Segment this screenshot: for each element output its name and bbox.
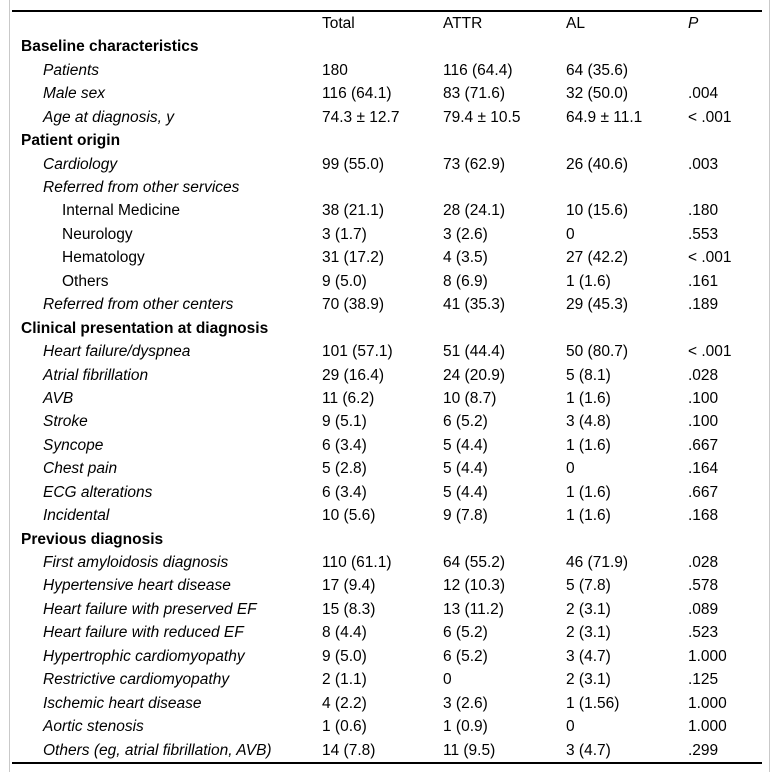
cell-attr: 24 (20.9) xyxy=(443,366,506,384)
cell-al: 2 (3.1) xyxy=(566,671,611,689)
cell-p: .164 xyxy=(688,460,719,478)
table-row xyxy=(12,481,762,504)
row-label: Baseline characteristics xyxy=(21,38,199,56)
cell-p: < .001 xyxy=(688,249,732,267)
data-table xyxy=(12,10,762,764)
cell-al: 2 (3.1) xyxy=(566,600,611,618)
row-label: Others (eg, atrial fibrillation, AVB) xyxy=(43,741,272,759)
cell-al: 64.9 ± 11.1 xyxy=(566,108,643,126)
header-total: Total xyxy=(322,14,355,32)
cell-p: .028 xyxy=(688,554,719,572)
row-label: ECG alterations xyxy=(43,483,153,501)
table-row xyxy=(12,621,762,644)
table-row xyxy=(12,82,762,105)
cell-p: .523 xyxy=(688,624,719,642)
table-row xyxy=(12,129,762,152)
row-label: First amyloidosis diagnosis xyxy=(43,554,229,572)
row-label: Clinical presentation at diagnosis xyxy=(21,319,269,337)
row-label: Previous diagnosis xyxy=(21,530,164,548)
cell-p: .578 xyxy=(688,577,719,595)
table-row xyxy=(12,293,762,316)
table-row xyxy=(12,270,762,293)
cell-al: 0 xyxy=(566,718,575,736)
cell-p: .299 xyxy=(688,741,719,759)
row-label: Male sex xyxy=(43,85,106,103)
header-p: P xyxy=(688,14,699,32)
cell-attr: 116 (64.4) xyxy=(443,61,513,79)
cell-attr: 6 (5.2) xyxy=(443,413,488,431)
cell-p: .125 xyxy=(688,671,719,689)
cell-p: 1.000 xyxy=(688,694,727,712)
cell-total: 9 (5.0) xyxy=(322,272,367,290)
table-row xyxy=(12,317,762,340)
cell-attr: 12 (10.3) xyxy=(443,577,506,595)
cell-attr: 6 (5.2) xyxy=(443,647,488,665)
cell-al: 29 (45.3) xyxy=(566,296,629,314)
cell-attr: 41 (35.3) xyxy=(443,296,506,314)
row-label: Others xyxy=(62,272,109,290)
table-row xyxy=(12,153,762,176)
cell-p: 1.000 xyxy=(688,647,727,665)
cell-al: 3 (4.7) xyxy=(566,741,611,759)
cell-p: .189 xyxy=(688,296,719,314)
cell-al: 3 (4.7) xyxy=(566,647,611,665)
row-label: Patient origin xyxy=(21,132,121,150)
cell-al: 32 (50.0) xyxy=(566,85,629,103)
cell-attr: 8 (6.9) xyxy=(443,272,488,290)
cell-attr: 83 (71.6) xyxy=(443,85,506,103)
cell-total: 8 (4.4) xyxy=(322,624,367,642)
row-label: Heart failure with preserved EF xyxy=(43,600,257,618)
cell-attr: 79.4 ± 10.5 xyxy=(443,108,521,126)
cell-attr: 10 (8.7) xyxy=(443,389,497,407)
cell-attr: 5 (4.4) xyxy=(443,436,488,454)
table-row xyxy=(12,434,762,457)
table-row xyxy=(12,387,762,410)
cell-al: 1 (1.6) xyxy=(566,483,611,501)
cell-p: .667 xyxy=(688,483,719,501)
cell-al: 50 (80.7) xyxy=(566,343,629,361)
cell-p: .089 xyxy=(688,600,719,618)
cell-total: 110 (61.1) xyxy=(322,554,392,572)
table-row xyxy=(12,739,762,762)
row-label: Patients xyxy=(43,61,100,79)
cell-total: 38 (21.1) xyxy=(322,202,385,220)
row-label: Heart failure with reduced EF xyxy=(43,624,244,642)
cell-p: .100 xyxy=(688,413,719,431)
cell-total: 70 (38.9) xyxy=(322,296,385,314)
cell-attr: 5 (4.4) xyxy=(443,460,488,478)
cell-p: .667 xyxy=(688,436,719,454)
cell-al: 0 xyxy=(566,225,575,243)
row-label: Cardiology xyxy=(43,155,118,173)
cell-total: 6 (3.4) xyxy=(322,436,367,454)
row-label: Stroke xyxy=(43,413,88,431)
cell-total: 17 (9.4) xyxy=(322,577,376,595)
table-row xyxy=(12,575,762,598)
table-row xyxy=(12,692,762,715)
cell-al: 1 (1.6) xyxy=(566,272,611,290)
cell-total: 11 (6.2) xyxy=(322,389,375,407)
row-label: Syncope xyxy=(43,436,104,454)
table-row xyxy=(12,504,762,527)
cell-total: 5 (2.8) xyxy=(322,460,367,478)
cell-al: 3 (4.8) xyxy=(566,413,611,431)
cell-attr: 11 (9.5) xyxy=(443,741,496,759)
table-row xyxy=(12,715,762,738)
cell-p: .168 xyxy=(688,507,719,525)
table-row xyxy=(12,528,762,551)
cell-p: .004 xyxy=(688,85,719,103)
cell-p: .003 xyxy=(688,155,719,173)
cell-attr: 9 (7.8) xyxy=(443,507,488,525)
cell-total: 15 (8.3) xyxy=(322,600,376,618)
table-row xyxy=(12,246,762,269)
cell-al: 2 (3.1) xyxy=(566,624,611,642)
cell-attr: 64 (55.2) xyxy=(443,554,506,572)
row-label: AVB xyxy=(43,389,74,407)
cell-attr: 51 (44.4) xyxy=(443,343,506,361)
cell-al: 5 (7.8) xyxy=(566,577,611,595)
cell-total: 74.3 ± 12.7 xyxy=(322,108,400,126)
table-row xyxy=(12,106,762,129)
header-attr: ATTR xyxy=(443,14,483,32)
table-row xyxy=(12,35,762,58)
cell-p: < .001 xyxy=(688,343,732,361)
cell-al: 46 (71.9) xyxy=(566,554,629,572)
cell-attr: 3 (2.6) xyxy=(443,225,488,243)
cell-p: .553 xyxy=(688,225,719,243)
cell-total: 180 xyxy=(322,61,348,79)
cell-al: 1 (1.56) xyxy=(566,694,620,712)
row-label: Heart failure/dyspnea xyxy=(43,343,191,361)
cell-total: 9 (5.1) xyxy=(322,413,367,431)
table-row xyxy=(12,668,762,691)
table-row xyxy=(12,340,762,363)
row-label: Age at diagnosis, y xyxy=(43,108,174,126)
cell-p: .100 xyxy=(688,389,719,407)
cell-al: 1 (1.6) xyxy=(566,436,611,454)
cell-attr: 6 (5.2) xyxy=(443,624,488,642)
cell-total: 10 (5.6) xyxy=(322,507,376,525)
cell-attr: 3 (2.6) xyxy=(443,694,488,712)
cell-total: 101 (57.1) xyxy=(322,343,393,361)
row-label: Ischemic heart disease xyxy=(43,694,202,712)
cell-attr: 73 (62.9) xyxy=(443,155,506,173)
row-label: Referred from other services xyxy=(43,179,240,197)
cell-p: .180 xyxy=(688,202,719,220)
cell-p: .161 xyxy=(688,272,719,290)
cell-al: 26 (40.6) xyxy=(566,155,629,173)
table-row xyxy=(12,59,762,82)
cell-total: 4 (2.2) xyxy=(322,694,367,712)
cell-al: 64 (35.6) xyxy=(566,61,629,79)
row-label: Atrial fibrillation xyxy=(43,366,149,384)
cell-attr: 13 (11.2) xyxy=(443,600,504,618)
row-label: Neurology xyxy=(62,225,133,243)
table-header-row xyxy=(12,12,762,35)
cell-al: 10 (15.6) xyxy=(566,202,629,220)
row-label: Hypertrophic cardiomyopathy xyxy=(43,647,245,665)
table-row xyxy=(12,598,762,621)
cell-p: .028 xyxy=(688,366,719,384)
cell-p: < .001 xyxy=(688,108,732,126)
row-label: Aortic stenosis xyxy=(43,718,144,736)
table-row xyxy=(12,551,762,574)
cell-total: 9 (5.0) xyxy=(322,647,367,665)
table-row xyxy=(12,176,762,199)
cell-total: 2 (1.1) xyxy=(322,671,367,689)
cell-total: 31 (17.2) xyxy=(322,249,385,267)
table-row xyxy=(12,645,762,668)
table-row xyxy=(12,223,762,246)
cell-total: 1 (0.6) xyxy=(322,718,367,736)
table-row xyxy=(12,457,762,480)
cell-total: 29 (16.4) xyxy=(322,366,385,384)
cell-total: 14 (7.8) xyxy=(322,741,376,759)
row-label: Referred from other centers xyxy=(43,296,234,314)
cell-attr: 4 (3.5) xyxy=(443,249,488,267)
row-label: Chest pain xyxy=(43,460,118,478)
cell-attr: 0 xyxy=(443,671,452,689)
cell-attr: 1 (0.9) xyxy=(443,718,488,736)
cell-al: 1 (1.6) xyxy=(566,389,611,407)
row-label: Internal Medicine xyxy=(62,202,181,220)
table-row xyxy=(12,364,762,387)
cell-attr: 28 (24.1) xyxy=(443,202,506,220)
cell-total: 6 (3.4) xyxy=(322,483,367,501)
cell-total: 3 (1.7) xyxy=(322,225,367,243)
row-label: Hypertensive heart disease xyxy=(43,577,231,595)
cell-p: 1.000 xyxy=(688,718,727,736)
table-row xyxy=(12,410,762,433)
cell-al: 1 (1.6) xyxy=(566,507,611,525)
row-label: Incidental xyxy=(43,507,110,525)
cell-total: 99 (55.0) xyxy=(322,155,385,173)
header-al: AL xyxy=(566,14,585,32)
cell-al: 27 (42.2) xyxy=(566,249,629,267)
row-label: Hematology xyxy=(62,249,145,267)
cell-total: 116 (64.1) xyxy=(322,85,392,103)
table-row xyxy=(12,200,762,223)
cell-al: 0 xyxy=(566,460,575,478)
cell-attr: 5 (4.4) xyxy=(443,483,488,501)
cell-al: 5 (8.1) xyxy=(566,366,611,384)
row-label: Restrictive cardiomyopathy xyxy=(43,671,230,689)
